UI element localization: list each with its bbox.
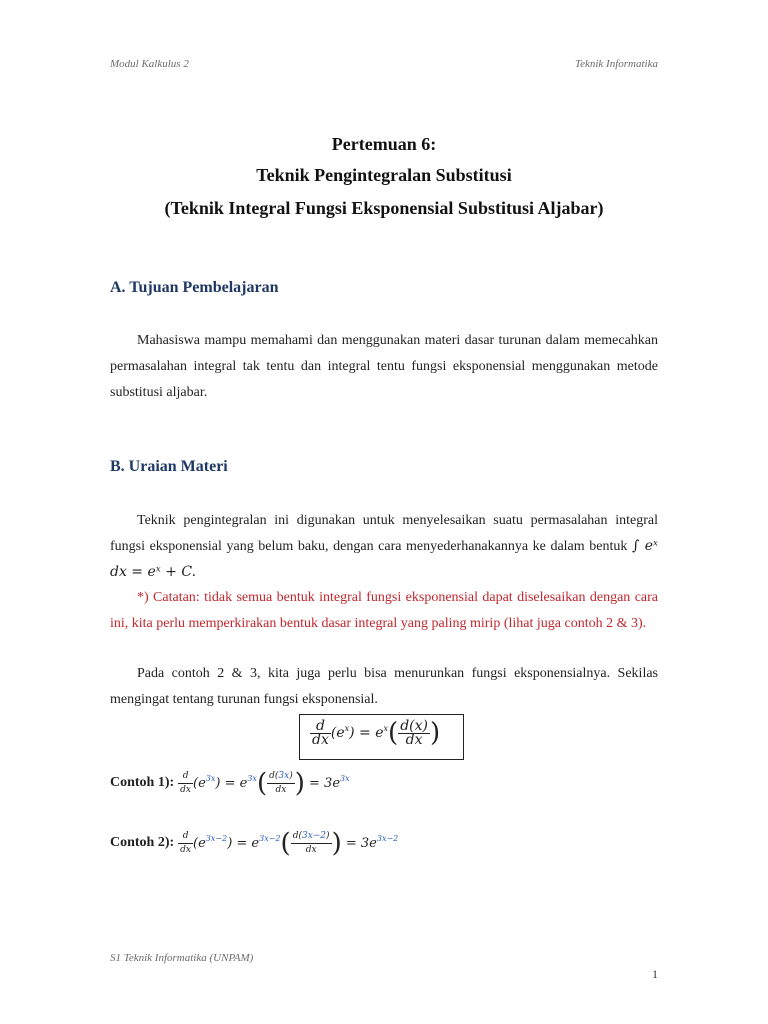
derivative-operator: $\frac{d}{dx}$	[312, 717, 329, 748]
example-2-label: Contoh 2):	[110, 834, 175, 850]
section-b-heading: B. Uraian Materi	[110, 458, 228, 475]
example-1-formula: $\frac{d}{dx}$ $(e^{3x}) = e^{3x}$( $\frac{d(3x)}{dx}$ ) = $3e^{3x}$	[180, 768, 350, 798]
note-paragraph: *) Catatan: tidak semua bentuk integral fungsi eksponensial dapat diselesaikan dengan cara ini, kita perlu memperkirakan bentuk dasar integral yang paling mirip (lihat juga contoh 2 & 3).	[110, 590, 658, 631]
footer-left: S1 Teknik Informatika (UNPAM)	[110, 952, 254, 964]
section-a-paragraph: Mahasiswa mampu memahami dan menggunakan materi dasar turunan dalam memecahkan permasalahan integral tak tentu dan integral tentu fungsi eksponensial menggunakan metode substitusi aljabar.	[110, 333, 658, 400]
title-line-1: Pertemuan 6:	[331, 134, 437, 154]
derivative-inner: $\frac{d(x)}{dx}$	[400, 717, 428, 748]
section-b-paragraph-2: Pada contoh 2 & 3, kita juga perlu bisa menurunkan fungsi eksponensialnya. Sekilas mengingat tentang turunan fungsi eksponensial.	[110, 666, 658, 707]
integral-formula: ∫ eˣ dx = eˣ + C.	[110, 537, 659, 580]
section-b-paragraph-1	[110, 508, 658, 585]
header-left: Modul Kalkulus 2	[110, 58, 189, 70]
example-1-label: Contoh 1):	[110, 774, 175, 790]
header-right: Teknik Informatika	[575, 58, 658, 70]
title-line-2: Teknik Pengintegralan Substitusi	[256, 165, 512, 185]
derivative-formula: $\frac{d}{dx}$ $(e^x) = e^x$( $\frac{d(x)}{dx}$ )	[312, 717, 441, 748]
section-a-heading: A. Tujuan Pembelajaran	[110, 279, 279, 296]
example-2-formula: $\frac{d}{dx}$ $(e^{3x-2}) = e^{3x-2}$( $\frac{d(3x-2)}{dx}$ ) = $3e^{3x-2}$	[180, 828, 399, 858]
page-number: 1	[652, 967, 658, 981]
example-1	[110, 768, 350, 798]
example-2	[110, 828, 398, 858]
paragraph-1-text: Teknik pengintegralan ini digunakan untuk menyelesaikan suatu permasalahan integral fungsi eksponensial yang belum baku, dengan cara menyederhanakannya ke dalam bentuk	[110, 513, 658, 554]
title-line-3: (Teknik Integral Fungsi Eksponensial Substitusi Aljabar)	[164, 198, 604, 218]
